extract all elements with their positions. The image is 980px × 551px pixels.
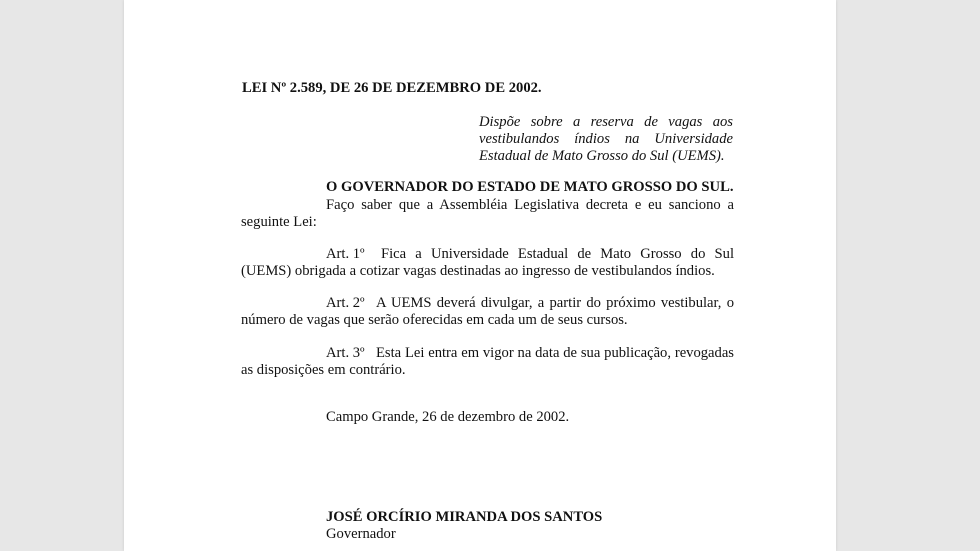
article-2-label: Art. 2º bbox=[326, 295, 365, 311]
preamble-line-2: seguinte Lei: bbox=[241, 214, 317, 230]
article-1-line-2: (UEMS) obrigada a cotizar vagas destinadas ao ingresso de vestibulandos índios. bbox=[241, 263, 715, 279]
article-2-line-1: A UEMS deverá divulgar, a partir do próximo vestibular, o bbox=[376, 295, 734, 311]
article-2-line-2: número de vagas que serão oferecidas em cada um de seus cursos. bbox=[241, 312, 628, 328]
place-date: Campo Grande, 26 de dezembro de 2002. bbox=[326, 409, 570, 425]
ementa-line-1: Dispõe sobre a reserva de vagas aos bbox=[479, 114, 733, 130]
article-3-line-1: Esta Lei entra em vigor na data de sua publicação, revogadas bbox=[376, 345, 734, 361]
ementa-line-2: vestibulandos índios na Universidade bbox=[479, 131, 733, 147]
article-1-line-1: Fica a Universidade Estadual de Mato Grosso do Sul bbox=[381, 246, 734, 262]
preamble-line-1: Faço saber que a Assembléia Legislativa decreta e eu sanciono a bbox=[326, 197, 734, 213]
article-1-label: Art. 1º bbox=[326, 246, 365, 262]
authority-heading: O GOVERNADOR DO ESTADO DE MATO GROSSO DO SUL. bbox=[326, 179, 734, 195]
article-3-line-2: as disposições em contrário. bbox=[241, 362, 406, 378]
law-title: LEI Nº 2.589, DE 26 DE DEZEMBRO DE 2002. bbox=[242, 80, 542, 96]
article-3-label: Art. 3º bbox=[326, 345, 365, 361]
signatory-name: JOSÉ ORCÍRIO MIRANDA DOS SANTOS bbox=[326, 509, 603, 525]
document-page bbox=[124, 0, 836, 551]
ementa-line-3: Estadual de Mato Grosso do Sul (UEMS). bbox=[479, 148, 725, 164]
signatory-role: Governador bbox=[326, 526, 396, 542]
